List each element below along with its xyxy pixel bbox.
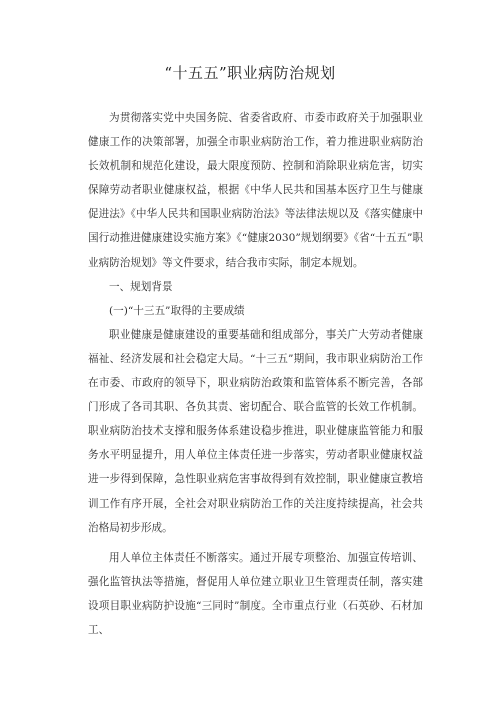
- achievements-paragraph: 职业健康是健康建设的重要基础和组成部分，事关广大劳动者健康福祉、经济发展和社会稳定大局。“十三五”期间，我市职业病防治工作在市委、市政府的领导下，职业病防治政策和监管体系不断完善，各部门形成了各司其职、各负其责、密切配合、联合监管的长效工作机制。职业病防治技术支撑和服务体系建设稳步推进，职业健康监管能力和服务水平明显提升，用人单位主体责任进一步落实，劳动者职业健康权益进一步得到保障，急性职业病危害事故得到有效控制，职业健康宣教培训工作有序开展，全社会对职业病防治工作的关注度持续提高，社会共治格局初步形成。: [88, 328, 423, 534]
- subsection-heading-achievements: (一)“十三五”取得的主要成绩: [109, 304, 245, 317]
- document-title: “十五五”职业病防治规划: [164, 64, 336, 82]
- intro-paragraph: 为贯彻落实党中央国务院、省委省政府、市委市政府关于加强职业健康工作的决策部署，加强全市职业病防治工作，着力推进职业病防治长效机制和规范化建设，最大限度预防、控制和消除职业病危害，切实保障劳动者职业健康权益，根据《中华人民共和国基本医疗卫生与健康促进法》《中华人民共和国职业病防治法》等法律法规以及《落实健康中国行动推进健康建设实施方案》《“健康2030”规划纲要》《省“十五五”职业病防治规划》等文件要求，结合我市实际，制定本规划。: [88, 112, 423, 269]
- section-heading-background: 一、规划背景: [109, 280, 173, 293]
- employer-responsibility-paragraph: 用人单位主体责任不断落实。通过开展专项整治、加强宣传培训、强化监管执法等措施，督促用人单位建立职业卫生管理责任制，落实建设项目职业病防护设施“三同时”制度。全市重点行业（石英砂、石材加工、: [88, 551, 423, 636]
- document-body: [88, 106, 423, 642]
